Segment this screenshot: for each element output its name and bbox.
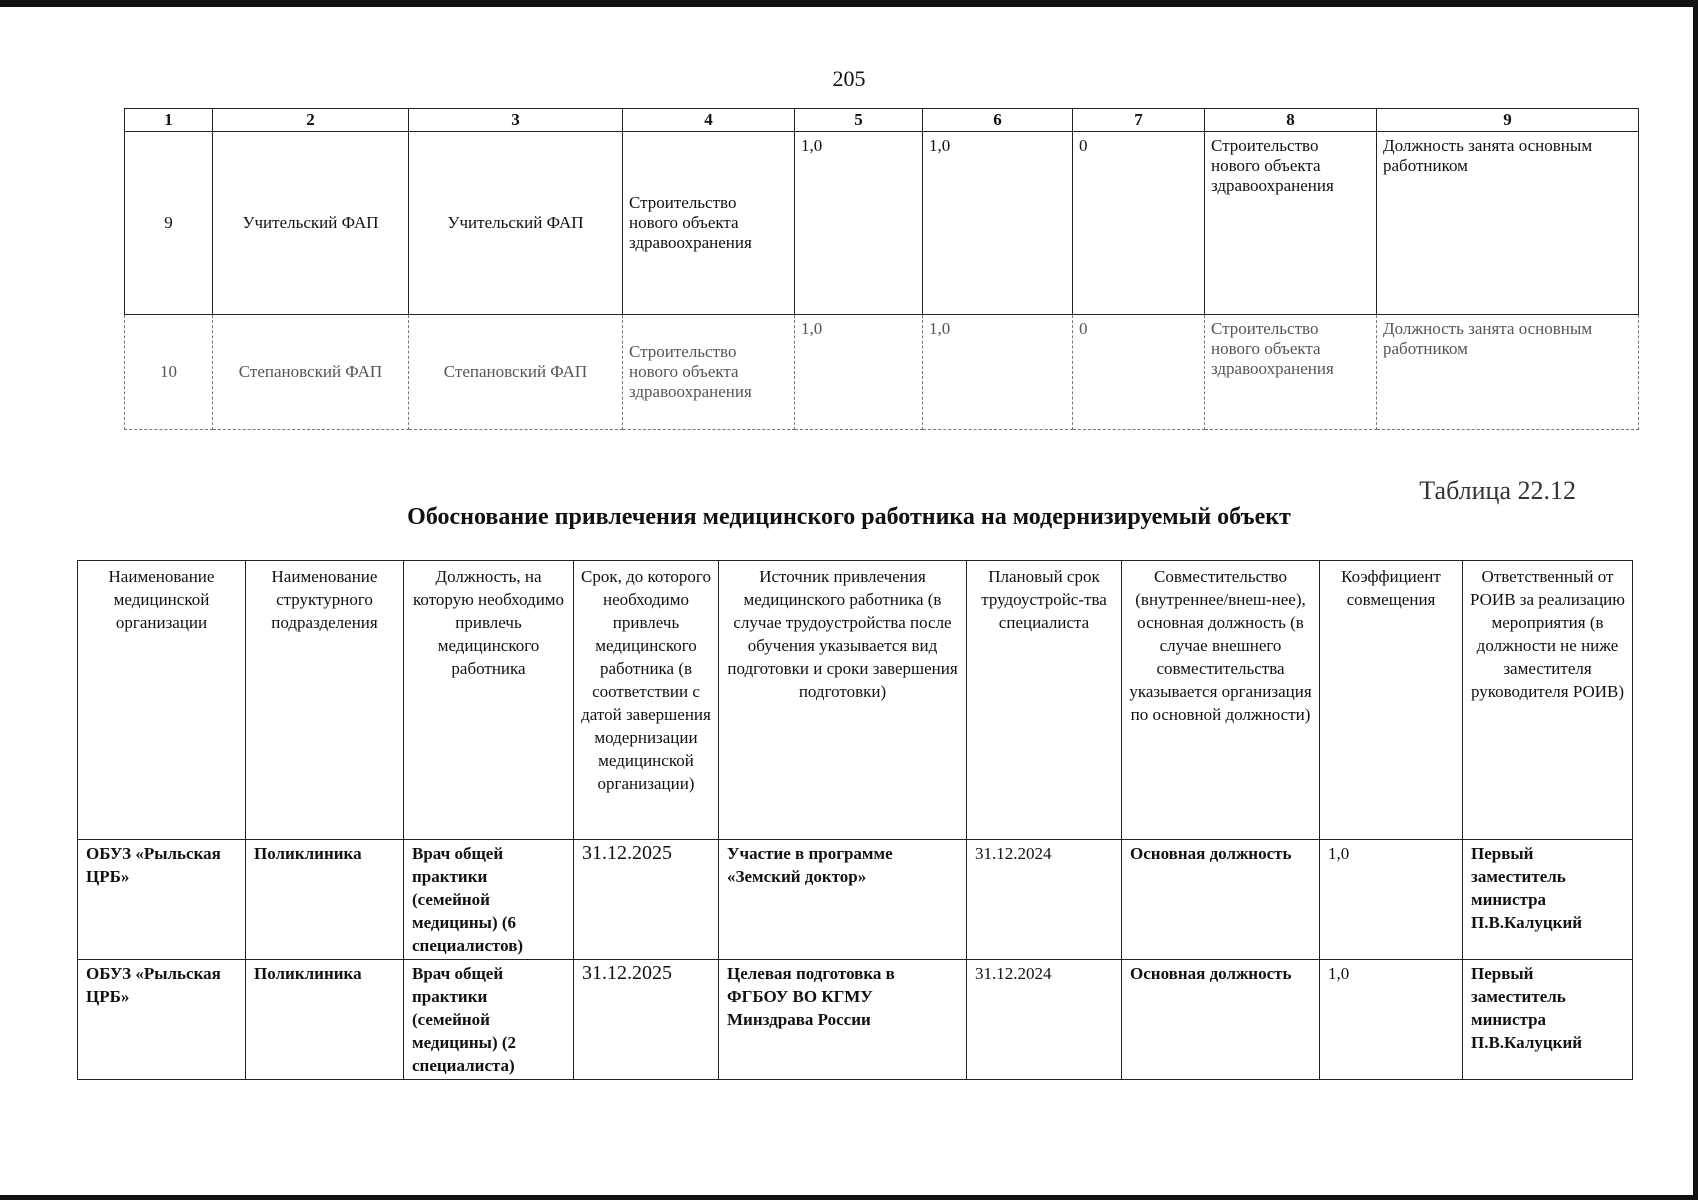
top-table-header: 8 [1205,109,1377,132]
planned-date-cell: 31.12.2024 [967,840,1122,960]
top-table-header: 7 [1073,109,1205,132]
page-number: 205 [832,66,866,91]
value-cell: 0 [1073,315,1205,430]
table-row [78,840,1633,960]
top-table-header: 5 [795,109,923,132]
value-cell: 1,0 [923,315,1073,430]
value-cell: 0 [1073,132,1205,315]
action-cell: Строительство нового объекта здравоохранения [623,132,795,315]
column-header: Должность, на которую необходимо привлечь медицинского работника [404,561,574,840]
scan-edge-right [1693,0,1698,1200]
table-caption: Таблица 22.12 [1419,476,1576,505]
subdivision-cell: Степановский ФАП [409,315,623,430]
value-cell: 1,0 [923,132,1073,315]
main-table [77,560,1633,1080]
top-table-header-row [125,109,1639,132]
value-cell: 1,0 [795,132,923,315]
status-cell: Должность занята основным работником [1377,132,1639,315]
column-header: Ответственный от РОИВ за реализацию мероприятия (в должности не ниже заместителя руководителя РОИВ) [1463,561,1633,840]
top-table-header: 3 [409,109,623,132]
position-cell: Врач общей практики (семейной медицины) (2 специалиста) [404,960,574,1080]
employment-type-cell: Основная должность [1122,840,1320,960]
organization-cell: Степановский ФАП [213,315,409,430]
column-header: Срок, до которого необходимо привлечь медицинского работника (в соответствии с датой завершения модернизации медицинской организации) [574,561,719,840]
top-table-header: 6 [923,109,1073,132]
scan-edge-top [0,0,1698,7]
column-header: Коэффициент совмещения [1320,561,1463,840]
row-number: 9 [125,132,213,315]
employment-type-cell: Основная должность [1122,960,1320,1080]
subdivision-cell: Поликлиника [246,960,404,1080]
top-table [124,108,1639,430]
organization-cell: ОБУЗ «Рыльская ЦРБ» [78,960,246,1080]
value-cell: 1,0 [795,315,923,430]
table-title: Обоснование привлечения медицинского работника на модернизируемый объект [407,504,1291,530]
column-header: Источник привлечения медицинского работника (в случае трудоустройства после обучения указывается вид подготовки и сроки завершения подготовки) [719,561,967,840]
column-header: Наименование структурного подразделения [246,561,404,840]
action-cell: Строительство нового объекта здравоохранения [623,315,795,430]
position-cell: Врач общей практики (семейной медицины) (6 специалистов) [404,840,574,960]
top-table-header: 1 [125,109,213,132]
coefficient-cell: 1,0 [1320,840,1463,960]
table-row [78,960,1633,1080]
row-number: 10 [125,315,213,430]
planned-date-cell: 31.12.2024 [967,960,1122,1080]
organization-cell: Учительский ФАП [213,132,409,315]
table-row [125,315,1639,430]
column-header: Плановый срок трудоустройс-тва специалиста [967,561,1122,840]
organization-cell: ОБУЗ «Рыльская ЦРБ» [78,840,246,960]
top-table-header: 9 [1377,109,1639,132]
action-cell: Строительство нового объекта здравоохранения [1205,315,1377,430]
deadline-cell: 31.12.2025 [574,960,719,1080]
top-table-header: 2 [213,109,409,132]
column-header: Наименование медицинской организации [78,561,246,840]
table-row [125,132,1639,315]
source-cell: Целевая подготовка в ФГБОУ ВО КГМУ Минздрава России [719,960,967,1080]
subdivision-cell: Поликлиника [246,840,404,960]
scan-edge-bottom [0,1195,1698,1200]
subdivision-cell: Учительский ФАП [409,132,623,315]
column-header: Совместительство (внутреннее/внеш-нее), основная должность (в случае внешнего совместительства указывается организация по основной должности) [1122,561,1320,840]
responsible-cell: Первый заместитель министра П.В.Калуцкий [1463,840,1633,960]
responsible-cell: Первый заместитель министра П.В.Калуцкий [1463,960,1633,1080]
main-table-header-row [78,561,1633,840]
top-table-header: 4 [623,109,795,132]
action-cell: Строительство нового объекта здравоохранения [1205,132,1377,315]
source-cell: Участие в программе «Земский доктор» [719,840,967,960]
status-cell: Должность занята основным работником [1377,315,1639,430]
deadline-cell: 31.12.2025 [574,840,719,960]
coefficient-cell: 1,0 [1320,960,1463,1080]
